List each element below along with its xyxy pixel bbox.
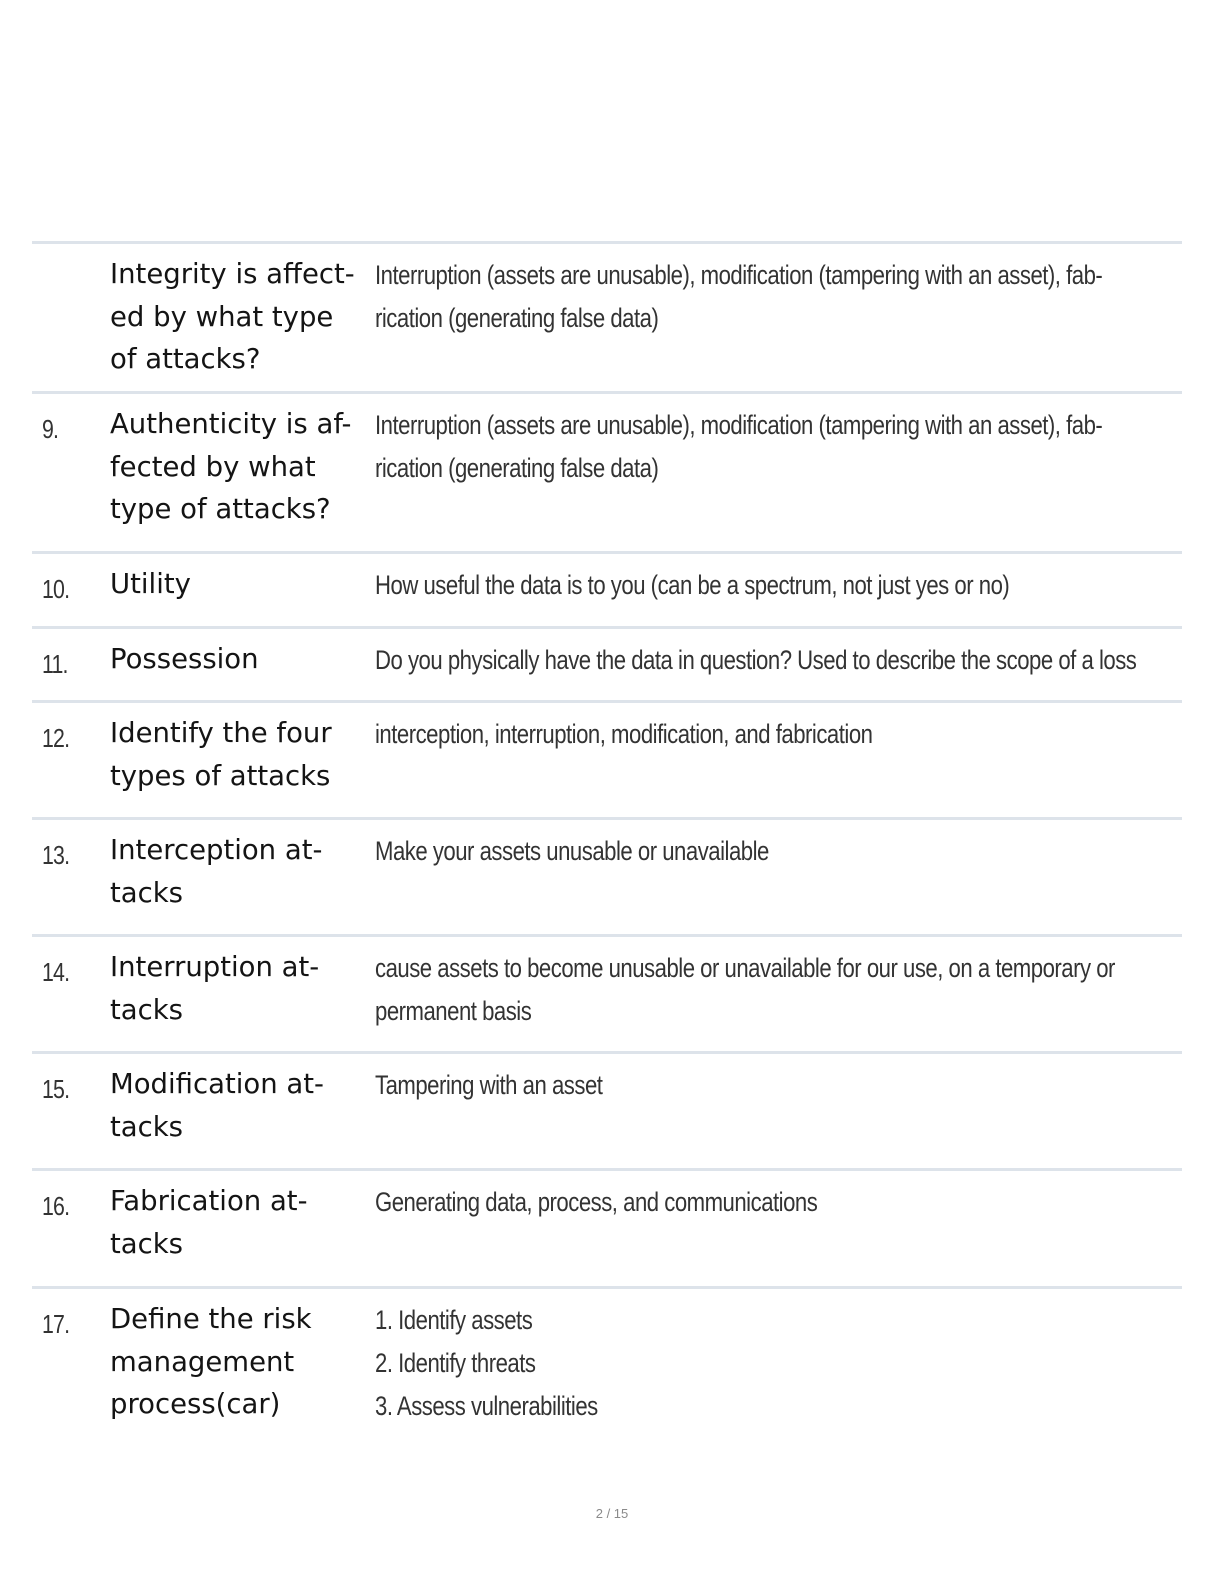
table-row bbox=[32, 1289, 1182, 1459]
row-number: 16. bbox=[42, 1191, 70, 1221]
table-row bbox=[32, 703, 1182, 820]
term-line: Integrity is affect- bbox=[110, 258, 355, 290]
definition-text bbox=[375, 564, 1167, 607]
term-line: tacks bbox=[110, 1110, 184, 1143]
term-line: Identify the four bbox=[110, 717, 332, 749]
term-text bbox=[110, 712, 380, 797]
term-line: process(car) bbox=[110, 1388, 281, 1420]
term-line: Authenticity is af- bbox=[110, 408, 352, 440]
term-text bbox=[110, 1298, 380, 1426]
term-line: types of attacks bbox=[110, 759, 331, 792]
table-row bbox=[32, 244, 1182, 394]
term-line: ed by what type bbox=[110, 300, 334, 333]
page-indicator: 2 / 15 bbox=[595, 1506, 629, 1521]
term-line: tacks bbox=[110, 876, 184, 909]
term-text bbox=[110, 563, 380, 606]
definition-text bbox=[375, 713, 1167, 756]
row-number: 15. bbox=[42, 1074, 70, 1104]
term-line: tacks bbox=[110, 1227, 184, 1260]
definition-line: interception, interruption, modification, and fabrication bbox=[375, 719, 873, 749]
term-line: fected by what bbox=[110, 450, 316, 483]
row-number: 9. bbox=[42, 414, 59, 444]
table-row bbox=[32, 937, 1182, 1054]
definition-text bbox=[375, 947, 1167, 1033]
definition-text bbox=[375, 404, 1167, 490]
row-number: 11. bbox=[42, 649, 68, 679]
definition-line: cause assets to become unusable or unavailable for our use, on a temporary or bbox=[375, 953, 1115, 983]
table-row bbox=[32, 394, 1182, 554]
row-number: 14. bbox=[42, 957, 70, 987]
definition-text bbox=[375, 830, 1167, 873]
term-text bbox=[110, 1063, 380, 1148]
definition-line: Generating data, process, and communications bbox=[375, 1187, 818, 1217]
term-text bbox=[110, 946, 380, 1031]
row-number: 13. bbox=[42, 840, 70, 870]
table-row bbox=[32, 554, 1182, 629]
term-line: Interruption at- bbox=[110, 951, 320, 983]
term-line: Utility bbox=[110, 568, 191, 600]
term-line: Interception at- bbox=[110, 834, 323, 866]
row-number: 10. bbox=[42, 574, 70, 604]
definition-text bbox=[375, 639, 1167, 682]
definition-text bbox=[375, 254, 1167, 340]
definition-line: permanent basis bbox=[375, 996, 532, 1026]
definition-text bbox=[375, 1299, 1167, 1428]
definition-line: 2. Identify threats bbox=[375, 1348, 536, 1378]
table-row bbox=[32, 820, 1182, 937]
row-number: 12. bbox=[42, 723, 70, 753]
term-line: type of attacks? bbox=[110, 493, 331, 525]
definition-line: rication (generating false data) bbox=[375, 453, 659, 483]
definition-line: How useful the data is to you (can be a spectrum, not just yes or no) bbox=[375, 570, 1010, 600]
definition-text bbox=[375, 1181, 1167, 1224]
definition-line: Interruption (assets are unusable), modification (tampering with an asset), fab- bbox=[375, 260, 1103, 290]
term-line: Define the risk bbox=[110, 1303, 312, 1335]
definition-line: Interruption (assets are unusable), modification (tampering with an asset), fab- bbox=[375, 410, 1103, 440]
definition-line: Do you physically have the data in question? Used to describe the scope of a loss bbox=[375, 645, 1137, 675]
definition-line: Make your assets unusable or unavailable bbox=[375, 836, 769, 866]
definition-line: Tampering with an asset bbox=[375, 1070, 603, 1100]
term-text bbox=[110, 1180, 380, 1265]
term-text bbox=[110, 253, 380, 381]
definition-line: 1. Identify assets bbox=[375, 1305, 533, 1335]
term-text bbox=[110, 403, 380, 531]
definition-line: 3. Assess vulnerabilities bbox=[375, 1391, 598, 1421]
term-line: Possession bbox=[110, 643, 259, 675]
table-row bbox=[32, 1054, 1182, 1171]
term-line: Fabrication at- bbox=[110, 1185, 308, 1217]
definition-text bbox=[375, 1064, 1167, 1107]
row-number: 17. bbox=[42, 1309, 70, 1339]
term-text bbox=[110, 638, 380, 681]
flashcard-table bbox=[32, 241, 1182, 1459]
table-row bbox=[32, 629, 1182, 703]
term-text bbox=[110, 829, 380, 914]
term-line: management bbox=[110, 1345, 295, 1378]
term-line: tacks bbox=[110, 993, 184, 1026]
term-line: Modification at- bbox=[110, 1068, 324, 1100]
definition-line: rication (generating false data) bbox=[375, 303, 659, 333]
table-row bbox=[32, 1171, 1182, 1289]
term-line: of attacks? bbox=[110, 343, 261, 375]
